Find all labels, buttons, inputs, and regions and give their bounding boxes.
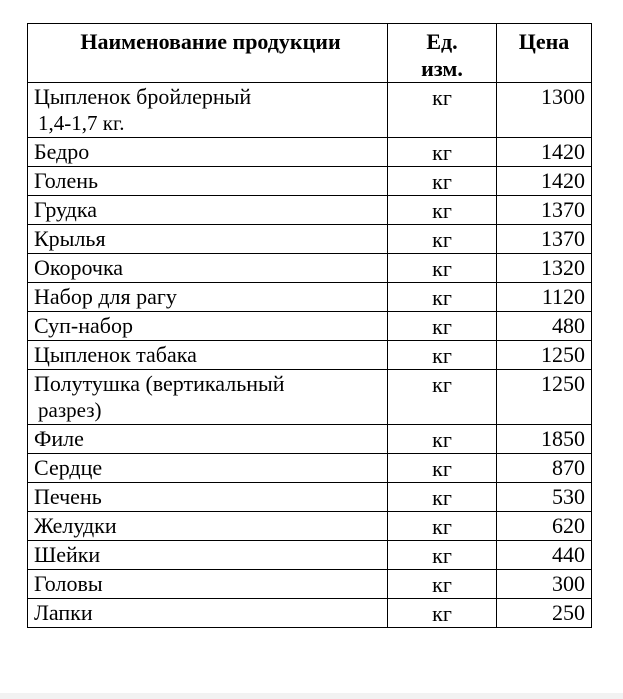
product-name-cell bbox=[28, 570, 388, 599]
unit-cell: кг bbox=[388, 312, 497, 341]
price-cell: 1120 bbox=[497, 283, 592, 312]
price-cell: 480 bbox=[497, 312, 592, 341]
price-cell: 1850 bbox=[497, 425, 592, 454]
price-cell: 1300 bbox=[497, 83, 592, 138]
product-name-cell bbox=[28, 167, 388, 196]
product-name-cell bbox=[28, 599, 388, 628]
table-row bbox=[28, 425, 592, 454]
table-row bbox=[28, 225, 592, 254]
unit-cell: кг bbox=[388, 454, 497, 483]
product-name-cell bbox=[28, 254, 388, 283]
price-cell: 1250 bbox=[497, 341, 592, 370]
unit-cell: кг bbox=[388, 570, 497, 599]
unit-cell: кг bbox=[388, 196, 497, 225]
product-name-line: Желудки bbox=[34, 513, 117, 538]
product-name-line: Сердце bbox=[34, 455, 103, 480]
header-unit bbox=[388, 24, 497, 83]
unit-cell: кг bbox=[388, 167, 497, 196]
unit-cell: кг bbox=[388, 138, 497, 167]
table-row bbox=[28, 570, 592, 599]
product-name-cell bbox=[28, 196, 388, 225]
product-name-line: Суп-набор bbox=[34, 313, 133, 338]
unit-cell: кг bbox=[388, 512, 497, 541]
product-name-line: Окорочка bbox=[34, 255, 124, 280]
product-name-cell bbox=[28, 225, 388, 254]
unit-cell: кг bbox=[388, 541, 497, 570]
table-row bbox=[28, 196, 592, 225]
price-cell: 1420 bbox=[497, 138, 592, 167]
product-name-line: Голень bbox=[34, 168, 99, 193]
table-body bbox=[28, 83, 592, 628]
product-name-line: Печень bbox=[34, 484, 102, 509]
product-name-cell bbox=[28, 341, 388, 370]
product-name-cell bbox=[28, 483, 388, 512]
bottom-edge bbox=[0, 693, 623, 699]
table-row bbox=[28, 541, 592, 570]
price-table bbox=[27, 23, 592, 628]
price-cell: 300 bbox=[497, 570, 592, 599]
product-name-line: Бедро bbox=[34, 139, 90, 164]
product-name-cell bbox=[28, 283, 388, 312]
product-name-cell bbox=[28, 138, 388, 167]
price-cell: 1370 bbox=[497, 225, 592, 254]
unit-cell: кг bbox=[388, 254, 497, 283]
product-name-line: Головы bbox=[34, 571, 103, 596]
product-name-line: Набор для рагу bbox=[34, 284, 177, 309]
product-name-cell bbox=[28, 312, 388, 341]
product-name-line: Филе bbox=[34, 426, 84, 451]
price-cell: 1250 bbox=[497, 370, 592, 425]
header-price: Цена bbox=[497, 24, 592, 83]
product-name-line: Крылья bbox=[34, 226, 106, 251]
table-row bbox=[28, 312, 592, 341]
price-cell: 250 bbox=[497, 599, 592, 628]
table-row bbox=[28, 283, 592, 312]
table-row bbox=[28, 599, 592, 628]
table-row bbox=[28, 454, 592, 483]
price-cell: 530 bbox=[497, 483, 592, 512]
product-name-line: Шейки bbox=[34, 542, 101, 567]
product-name-line: Полутушка (вертикальный bbox=[34, 371, 285, 396]
unit-cell: кг bbox=[388, 425, 497, 454]
table-row bbox=[28, 341, 592, 370]
header-product-name: Наименование продукции bbox=[28, 24, 388, 83]
product-name-cell bbox=[28, 425, 388, 454]
table-row bbox=[28, 254, 592, 283]
product-name-cell bbox=[28, 541, 388, 570]
product-name-line: разрез) bbox=[38, 398, 102, 422]
product-name-line: Грудка bbox=[34, 197, 97, 222]
unit-cell: кг bbox=[388, 599, 497, 628]
header-unit-line2: изм. bbox=[421, 56, 463, 81]
table-row bbox=[28, 512, 592, 541]
unit-cell: кг bbox=[388, 370, 497, 425]
price-cell: 440 bbox=[497, 541, 592, 570]
price-cell: 620 bbox=[497, 512, 592, 541]
product-name-cell bbox=[28, 454, 388, 483]
product-name-line: Лапки bbox=[34, 600, 93, 625]
product-name-cell bbox=[28, 512, 388, 541]
product-name-line: Цыпленок табака bbox=[34, 342, 197, 367]
unit-cell: кг bbox=[388, 225, 497, 254]
product-name-line: 1,4-1,7 кг. bbox=[38, 111, 125, 135]
unit-cell: кг bbox=[388, 341, 497, 370]
price-cell: 1420 bbox=[497, 167, 592, 196]
unit-cell: кг bbox=[388, 283, 497, 312]
price-cell: 1370 bbox=[497, 196, 592, 225]
table-row bbox=[28, 83, 592, 138]
table-header-row bbox=[28, 24, 592, 83]
price-cell: 1320 bbox=[497, 254, 592, 283]
table-row bbox=[28, 483, 592, 512]
product-name-line: Цыпленок бройлерный bbox=[34, 84, 252, 109]
header-unit-line1: Ед. bbox=[426, 29, 458, 54]
unit-cell: кг bbox=[388, 83, 497, 138]
unit-cell: кг bbox=[388, 483, 497, 512]
product-name-cell bbox=[28, 83, 388, 138]
product-name-cell bbox=[28, 370, 388, 425]
table-row bbox=[28, 167, 592, 196]
table-row bbox=[28, 370, 592, 425]
table-row bbox=[28, 138, 592, 167]
price-cell: 870 bbox=[497, 454, 592, 483]
